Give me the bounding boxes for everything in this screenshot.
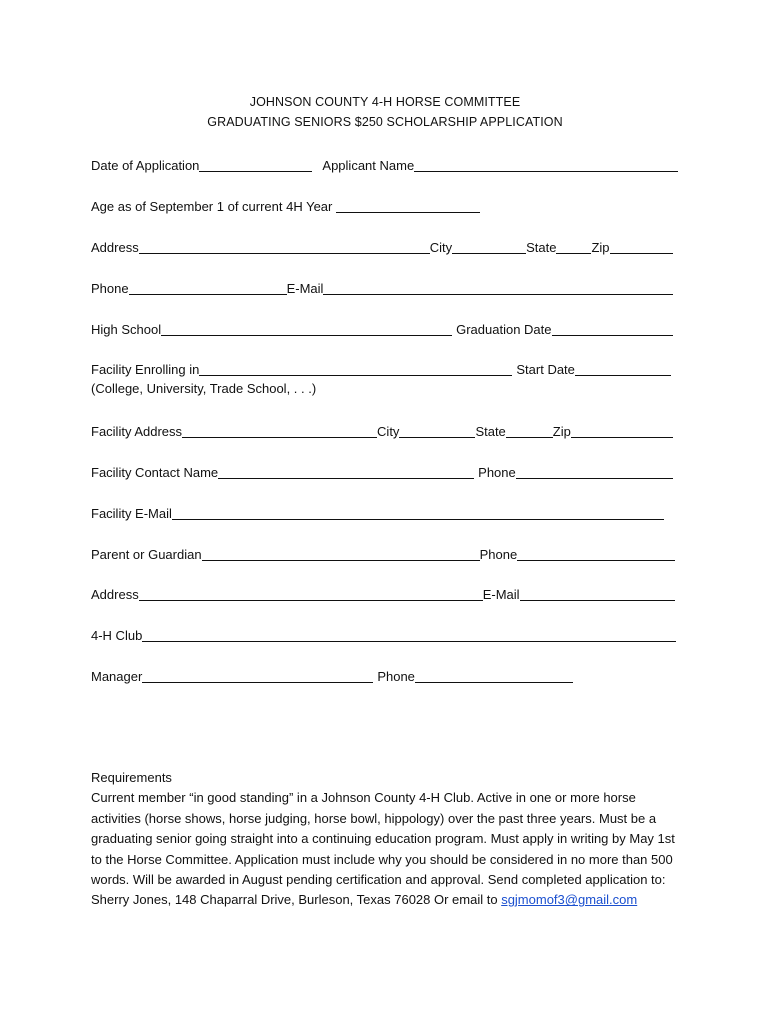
- row-facility-contact: [91, 463, 673, 481]
- facility-phone-label: Phone: [478, 465, 516, 480]
- applicant-name-field[interactable]: [414, 157, 678, 172]
- age-label: Age as of September 1 of current 4H Year: [91, 199, 333, 214]
- state-label: State: [526, 240, 557, 255]
- graduation-date-label: Graduation Date: [456, 322, 552, 337]
- parent-email-field[interactable]: [520, 586, 675, 601]
- email-label: E-Mail: [286, 281, 324, 296]
- form-title-line-1: JOHNSON COUNTY 4-H HORSE COMMITTEE: [249, 95, 521, 109]
- parent-guardian-label: Parent or Guardian: [91, 547, 202, 562]
- manager-phone-label: Phone: [377, 669, 415, 684]
- row-facility-enrolling: [91, 360, 671, 378]
- row-address: [91, 238, 673, 256]
- phone-field[interactable]: [129, 280, 287, 295]
- parent-address-label: Address: [91, 587, 139, 602]
- row-club: [91, 626, 676, 644]
- row-parent-guardian: [91, 545, 675, 563]
- high-school-label: High School: [91, 322, 162, 337]
- facility-email-field[interactable]: [172, 505, 664, 520]
- row-parent-address: [91, 585, 675, 603]
- address-field[interactable]: [139, 239, 430, 254]
- parent-phone-label: Phone: [479, 547, 518, 562]
- row-manager: [91, 667, 573, 685]
- row-high-school: [91, 320, 673, 338]
- parent-email-label: E-Mail: [482, 587, 520, 602]
- high-school-field[interactable]: [161, 321, 452, 336]
- facility-enrolling-label: Facility Enrolling in: [91, 362, 200, 377]
- row-phone-email: [91, 279, 673, 297]
- start-date-label: Start Date: [516, 362, 575, 377]
- parent-guardian-field[interactable]: [202, 546, 480, 561]
- club-field[interactable]: [142, 627, 676, 642]
- facility-city-label: City: [377, 424, 400, 439]
- parent-address-field[interactable]: [139, 586, 483, 601]
- manager-label: Manager: [91, 669, 143, 684]
- email-field[interactable]: [323, 280, 673, 295]
- zip-label: Zip: [591, 240, 610, 255]
- form-title-line-2: GRADUATING SENIORS $250 SCHOLARSHIP APPLICATION: [207, 115, 563, 129]
- club-label: 4-H Club: [91, 628, 143, 643]
- graduation-date-field[interactable]: [552, 321, 673, 336]
- requirements-heading: Requirements: [91, 770, 172, 785]
- parent-phone-field[interactable]: [517, 546, 675, 561]
- manager-field[interactable]: [142, 668, 373, 683]
- zip-field[interactable]: [610, 239, 673, 254]
- contact-email-link[interactable]: sgjmomof3@gmail.com: [501, 892, 638, 908]
- row-age: [91, 197, 678, 215]
- facility-address-label: Facility Address: [91, 424, 183, 439]
- row-facility-email: [91, 504, 664, 522]
- phone-label: Phone: [91, 281, 129, 296]
- date-of-application-field[interactable]: [199, 157, 312, 172]
- start-date-field[interactable]: [575, 361, 671, 376]
- facility-zip-field[interactable]: [571, 423, 673, 438]
- requirements-section: [91, 768, 681, 911]
- row-facility-address: [91, 422, 673, 440]
- facility-email-label: Facility E-Mail: [91, 506, 172, 521]
- facility-city-field[interactable]: [399, 423, 475, 438]
- facility-enrolling-field[interactable]: [199, 361, 512, 376]
- city-field[interactable]: [452, 239, 526, 254]
- requirements-text: [91, 788, 681, 910]
- facility-contact-name-field[interactable]: [218, 464, 474, 479]
- facility-phone-field[interactable]: [516, 464, 673, 479]
- date-of-application-label: Date of Application: [91, 158, 200, 173]
- city-label: City: [429, 240, 453, 255]
- age-field[interactable]: [336, 198, 480, 213]
- facility-contact-name-label: Facility Contact Name: [91, 465, 219, 480]
- requirements-body: Current member “in good standing” in a Johnson County 4-H Club. Active in one or more horse activities (horse shows, horse judging, horse bowl, hippology) over the past three years. Must be a graduating senior going straight into a continuing education program. Must apply in writing by May 1st to the Horse Committee. Application must include why you should be considered in no more than 500 words. Will be awarded in August pending certification and approval. Send completed application to: Sherry Jones, 148 Chaparral Drive, Burleson, Texas 76028 Or email to: [91, 790, 675, 908]
- manager-phone-field[interactable]: [415, 668, 573, 683]
- facility-zip-label: Zip: [552, 424, 571, 439]
- address-label: Address: [91, 240, 139, 255]
- facility-state-label: State: [475, 424, 506, 439]
- facility-type-note: (College, University, Trade School, . . .): [91, 381, 317, 396]
- state-field[interactable]: [556, 239, 591, 254]
- facility-address-field[interactable]: [182, 423, 377, 438]
- facility-state-field[interactable]: [506, 423, 553, 438]
- applicant-name-label: Applicant Name: [322, 158, 415, 173]
- row-date-applicant: [91, 156, 678, 174]
